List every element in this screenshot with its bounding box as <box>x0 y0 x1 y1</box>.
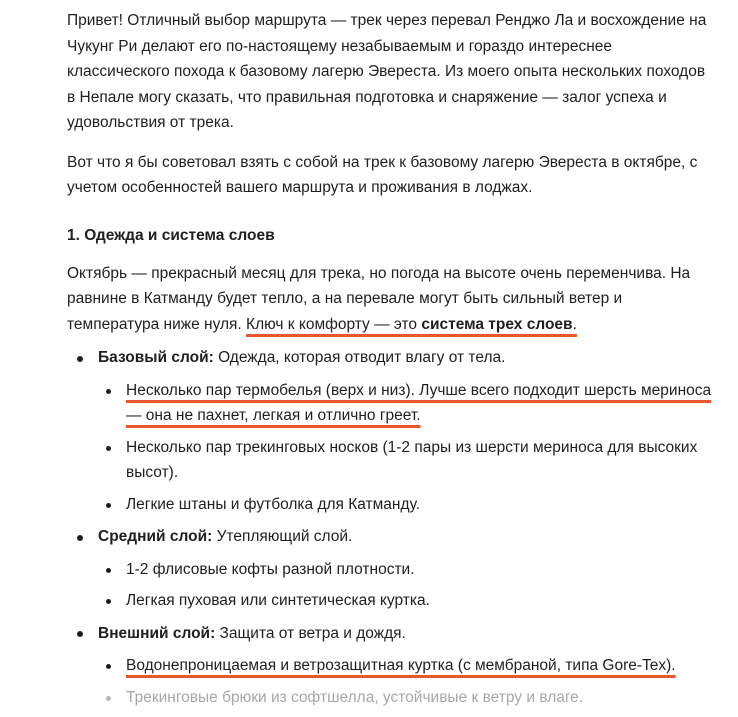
bullet-icon <box>77 535 83 541</box>
layers-list <box>67 345 717 710</box>
bullet-icon <box>106 664 111 669</box>
mid-layer-items <box>98 557 717 614</box>
bullet-icon <box>106 696 111 701</box>
item-text: Легкие штаны и футболка для Катманду. <box>126 495 421 513</box>
bullet-icon <box>106 568 111 573</box>
list-item-base-layer <box>67 345 717 517</box>
layer-description: Утепляющий слой. <box>212 528 353 545</box>
base-layer-items <box>98 378 717 518</box>
item-text: Трекинговые брюки из софтшелла, устойчивые к ветру и влаге. <box>126 688 584 706</box>
layer-label: Базовый слой: <box>98 349 214 366</box>
layer-label: Средний слой: <box>98 528 213 545</box>
item-text: 1-2 флисовые кофты разной плотности. <box>126 560 415 578</box>
list-item <box>98 588 717 614</box>
outer-layer-items <box>98 653 717 710</box>
layer-label: Внешний слой: <box>98 624 216 642</box>
key-phrase-end: . <box>572 315 577 333</box>
list-item <box>98 492 717 518</box>
section-heading: 1. Одежда и система слоев <box>67 226 275 244</box>
list-item <box>98 378 717 429</box>
bullet-icon <box>77 356 83 362</box>
list-item-outer-layer <box>67 621 717 711</box>
list-item <box>98 557 717 583</box>
bullet-icon <box>77 631 83 637</box>
layer-description: Защита от ветра и дождя. <box>215 624 406 642</box>
highlighted-key-phrase <box>246 316 577 333</box>
october-text: Октябрь — прекрасный месяц для трека, но погода на высоте очень переменчива. На равнине в Катманду будет тепло, а на перевале могут быть сильный ветер и температура ниже нуля. <box>67 264 691 333</box>
bullet-icon <box>106 446 111 451</box>
intro-paragraph: Привет! Отличный выбор маршрута — трек через перевал Ренджо Ла и восхождение на Чукунг Ри делают его по-настоящему незабываемым и гораздо интереснее классического похода к базовому лагерю Эвереста. Из моего опыта нескольких походов в Непале могу сказать, что правильная подготовка и снаряжение — залог успеха и удовольствия от трека. <box>67 12 707 131</box>
key-phrase-bold: система трех слоев <box>421 315 573 333</box>
list-item <box>98 435 717 486</box>
list-item-mid-layer <box>67 524 717 614</box>
key-phrase-text: Ключ к комфорту — это <box>246 315 422 333</box>
list-item <box>98 653 717 679</box>
list-item-faded <box>98 685 717 711</box>
highlighted-item-text: Несколько пар термобелья (верх и низ). Лучше всего подходит шерсть мериноса — она не пахнет, легкая и отлично греет. <box>126 381 712 424</box>
chat-response <box>67 8 717 717</box>
layer-description: Одежда, которая отводит влагу от тела. <box>213 349 506 366</box>
item-text: Несколько пар трекинговых носков (1-2 пары из шерсти мериноса для высоких высот). <box>126 438 698 481</box>
bullet-icon <box>106 599 111 604</box>
highlighted-item-text: Водонепроницаемая и ветрозащитная куртка (с мембраной, типа Gore-Tex). <box>126 657 676 674</box>
bullet-icon <box>106 389 111 394</box>
bullet-icon <box>106 503 111 508</box>
item-text: Легкая пуховая или синтетическая куртка. <box>126 592 430 609</box>
october-paragraph <box>67 261 717 338</box>
advice-paragraph: Вот что я бы советовал взять с собой на трек к базовому лагерю Эвереста в октябре, с учетом особенностей вашего маршрута и проживания в лоджах. <box>67 153 698 196</box>
